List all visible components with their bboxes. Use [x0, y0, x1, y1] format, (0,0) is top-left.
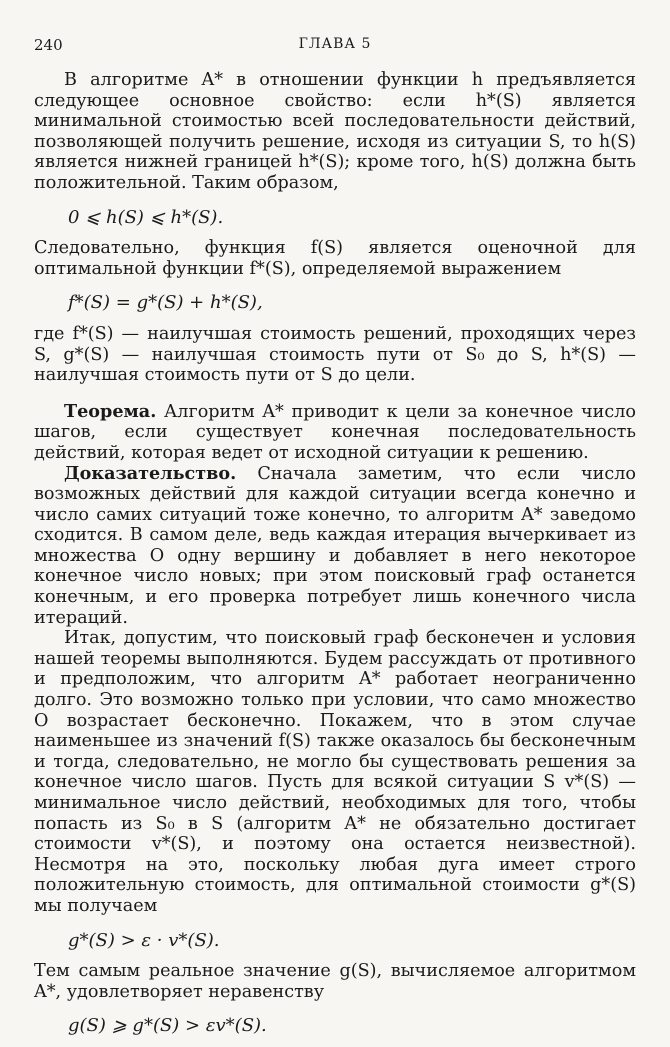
theorem — [34, 402, 636, 464]
paragraph-intro: В алгоритме A* в отношении функции h предъявляется следующее основное свойство: если h*(S) является минимальной стоимостью всей последовательности действий, позволяющей получить решение, исходя из ситуации S, то h(S) является нижней границей h*(S); кроме того, h(S) должна быть положительной. Таким образом, — [34, 70, 636, 193]
theorem-text: Алгоритм A* приводит к цели за конечное число шагов, если существует конечная последовательность действий, которая ведет от исходной ситуации к решению. — [34, 401, 637, 463]
theorem-label: Теорема. — [64, 400, 157, 422]
running-header — [34, 36, 636, 56]
body-text — [34, 70, 636, 1047]
formula-bounds: 0 ⩽ h(S) ⩽ h*(S). — [68, 206, 224, 228]
page-number: 240 — [34, 36, 63, 54]
paragraph-evaluation: Следовательно, функция f(S) является оценочной для оптимальной функции f*(S), определяемой выражением — [34, 238, 636, 279]
formula-inequality: g(S) ⩾ g*(S) > εv*(S). — [68, 1015, 267, 1037]
chapter-title: ГЛАВА 5 — [298, 36, 372, 52]
paragraph-contradiction: Итак, допустим, что поисковый граф бесконечен и условия нашей теоремы выполняются. Будем рассуждать от противного и предположим, что алгоритм A* работает неограниченно долго. Это возможно только при условии, что само множество O возрастает бесконечно. Покажем, что в этом случае наименьшее из значений f(S) также оказалось бы бесконечным и тогда, следовательно, не могло бы существовать решения за конечное число шагов. Пусть для всякой ситуации S v*(S) — минимальное число действий, необходимых для того, чтобы попасть из S₀ в S (алгоритм A* не обязательно достигает стоимости v*(S), и поэтому она остается неизвестной). Несмотря на это, поскольку любая дуга имеет строго положительную стоимость, для оптимальной стоимости g*(S) мы получаем — [34, 628, 636, 916]
proof-label: Доказательство. — [64, 462, 237, 484]
formula-g-star: g*(S) > ε · v*(S). — [68, 929, 220, 951]
formula-f-star: f*(S) = g*(S) + h*(S), — [68, 292, 263, 314]
paragraph-definitions: где f*(S) — наилучшая стоимость решений, проходящих через S, g*(S) — наилучшая стоимость пути от S₀ до S, h*(S) — наилучшая стоимость пути от S до цели. — [34, 323, 636, 386]
paragraph-real-value: Тем самым реальное значение g(S), вычисляемое алгоритмом A*, удовлетворяет неравенству — [34, 961, 636, 1002]
proof-text: Сначала заметим, что если число возможных действий для каждой ситуации всегда конечно и число самих ситуаций тоже конечно, то алгоритм A* заведомо сходится. В самом деле, ведь каждая итерация вычеркивает из множества O одну вершину и добавляет в него некоторое конечное число новых; при этом поисковый граф останется конечным, и его проверка потребует лишь конечного числа итераций. — [34, 463, 637, 628]
proof — [34, 464, 636, 629]
